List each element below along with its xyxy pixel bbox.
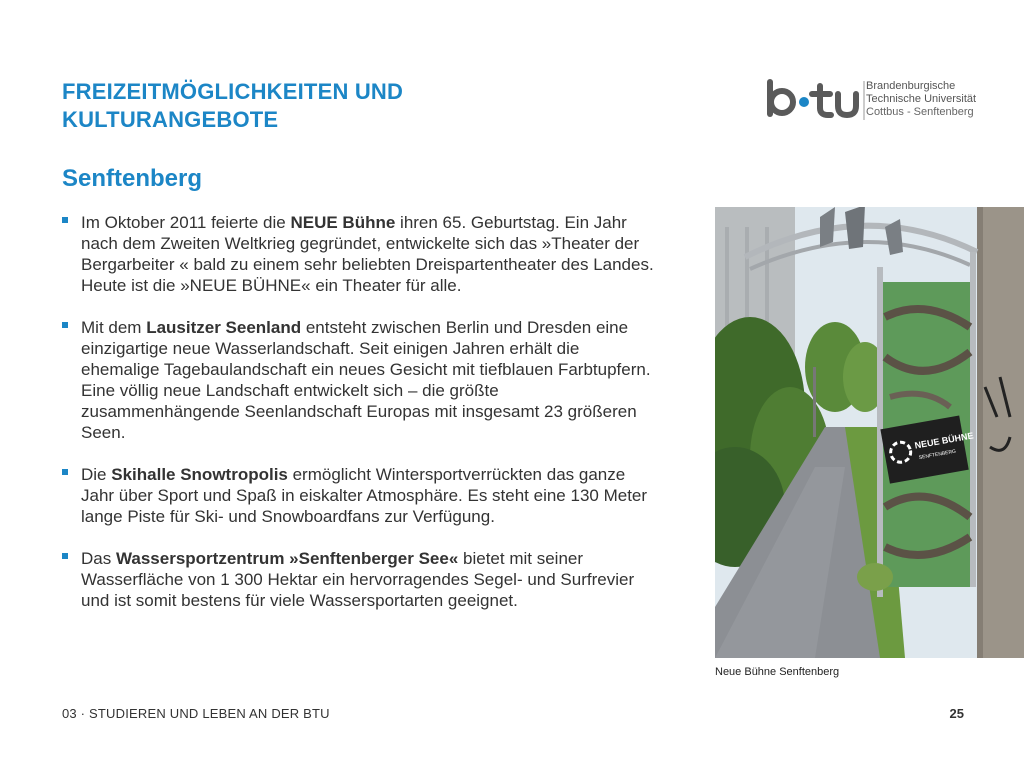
bullet-item: [62, 317, 662, 443]
bullet-item: [62, 212, 662, 296]
bullet-bold-text: Wassersportzentrum »Senftenberger See«: [115, 549, 459, 568]
photo-caption: Neue Bühne Senftenberg: [715, 666, 840, 678]
bullet-text: Mit dem: [81, 318, 147, 337]
page-number: 25: [949, 706, 964, 721]
sign-line-1: NEUE BÜHNE: [913, 430, 975, 451]
page-title: [62, 78, 622, 134]
footer-section: 03 · STUDIEREN UND LEBEN AN DER BTU: [62, 706, 330, 721]
bullet-item: [62, 548, 662, 611]
bullet-bold-text: Skihalle Snowtropolis: [111, 465, 288, 484]
bullet-text: Das: [81, 549, 116, 568]
bullet-text: entsteht zwischen Berlin und Dresden eine einzigartige neue Wasserlandschaft. Seit einigen Jahren erhält die ehemalige Tagebaulandschaft ein neues Gesicht mit tiefblauen Farbtupfern. Eine völlig neue Landschaft entwickelt sich – die größte zusammenhängende Seenlandschaft Europas mit insgesamt 23 größeren Seen.: [81, 318, 651, 442]
bullet-list: [62, 212, 662, 632]
bullet-marker: [62, 469, 68, 475]
logo-line-1: Brandenburgische: [866, 80, 956, 92]
title-line-1: FREIZEITMÖGLICHKEITEN UND: [62, 79, 404, 104]
theater-photo: [715, 207, 1024, 658]
bullet-item: [62, 464, 662, 527]
bullet-text: ihren 65. Geburtstag. Ein Jahr nach dem Zweiten Weltkrieg gegründet, entwickelte sich das »Theater der Bergarbeiter « bald zu einem sehr beliebten Dreispartentheater des Landes. Heute ist die »NEUE BÜHNE« ein Theater für alle.: [81, 213, 654, 295]
bullet-marker: [62, 553, 68, 559]
bullet-text: ermöglicht Wintersportverrückten das ganze Jahr über Sport und Spaß in eiskalter Atmosphäre. Es steht eine 130 Meter lange Piste für Ski- und Snowboardfans zur Verfügung.: [81, 465, 648, 526]
university-name: [866, 80, 976, 119]
bullet-bold-text: NEUE Bühne: [290, 213, 396, 232]
bullet-text: Die: [81, 465, 112, 484]
bullet-marker: [62, 322, 68, 328]
logo-line-3: Cottbus - Senftenberg: [866, 106, 974, 118]
bullet-bold-text: Lausitzer Seenland: [146, 318, 302, 337]
section-subtitle: Senftenberg: [62, 165, 203, 192]
bullet-text: bietet mit seiner Wasserfläche von 1 300 Hektar ein hervorragendes Segel- und Surfrevier und ist somit bestens für viele Wassersportarten geeignet.: [81, 549, 635, 610]
bullet-text: Im Oktober 2011 feierte die: [81, 213, 291, 232]
bullet-marker: [62, 217, 68, 223]
sign-line-2: SENFTENBERG: [918, 448, 957, 462]
logo-line-2: Technische Universität: [866, 93, 977, 105]
title-line-2: KULTURANGEBOTE: [62, 107, 279, 132]
